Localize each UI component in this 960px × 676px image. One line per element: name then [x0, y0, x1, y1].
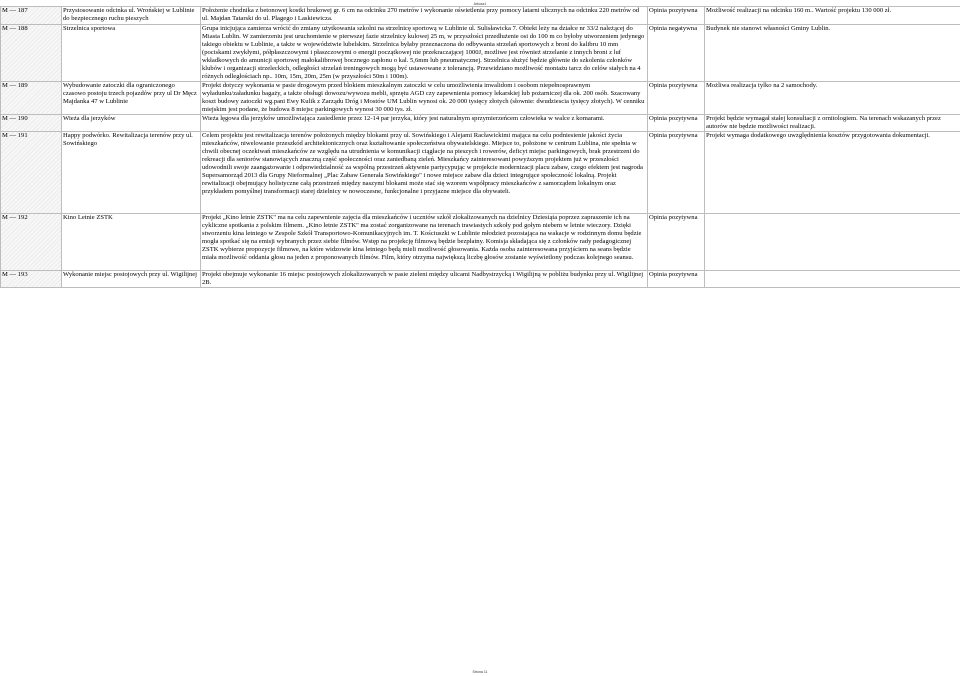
project-name: Przystosowanie odcinka ul. Wrońskiej w Lublinie do bezpiecznego ruchu pieszych: [62, 7, 201, 25]
opinion-remark: Projekt wymaga dodatkowego uwzględnienia kosztów przygotowania dokumentacji.: [705, 132, 960, 214]
project-description: Położenie chodnika z betonowej kostki brukowej gr. 6 cm na odcinku 270 metrów i wykonanie oświetlenia przy pomocy latarni ulicznych na odcinku 220 metrów od ul. Majdan Tatarski do ul. Plagego i Laskiewicza.: [201, 7, 648, 25]
opinion-status: Opinia negatywna: [648, 25, 705, 82]
project-name: Happy podwórko. Rewitalizacja terenów przy ul. Sowińskiego: [62, 132, 201, 214]
table-row: [1, 214, 960, 271]
opinion-remark: Możliwa realizacja tylko na 2 samochody.: [705, 82, 960, 115]
project-description: Grupa inicjująca zamierza wrócić do zmiany użytkowania szkolni na strzelnicę sportową w Lublinie ul. Sulisławicka 7. Obiekt leży na działce nr 33/2 należącej do Miasta Lublin. W zamierzeniu jest uruchomienie w pierwszej fazie strzelnicy kulowej 25 m, w przyszłości przedłużenie osi do 100 m co byłoby utworzeniem jedynego takiego obiektu w Lublinie, a także w województwie lubelskim. Strzelnica byłaby przeznaczona do odbywania strzelań sportowych z broni do kalibru 10 mm (pociskami zwykłymi, półpłaszczowymi i płaszczowymi o energii początkowej nie przekraczającej 1000J, możliwe jest również strzelanie z innych broni z luf wkładkowych do amunicji sportowej małokalibrowej bocznego zapłonu o kal. 5,6mm lub pneumatycznej. Strzelnica służyć będzie głównie do szkolenia członków klubów i organizacji strzeleckich, odległości strzelań treningowych mogą być ustawowane z tolerancją. Przewidziano możliwość montażu tarcz do celów stałych na 4 różnych odległościach np.. 10m, 15m, 20m, 25m (w przyszłości 50m i 100m).: [201, 25, 648, 82]
opinion-remark: Budynek nie stanowi własności Gminy Lublin.: [705, 25, 960, 82]
opinion-status: Opinia pozytywna: [648, 132, 705, 214]
row-id: M — 188: [1, 25, 62, 82]
table-row: [1, 82, 960, 115]
table-row: [1, 115, 960, 132]
opinion-status: Opinia pozytywna: [648, 214, 705, 271]
row-id: M — 189: [1, 82, 62, 115]
row-id: M — 187: [1, 7, 62, 25]
page-footer: Strona 11: [472, 670, 488, 674]
project-name: Wieża dla jerzyków: [62, 115, 201, 132]
opinion-status: Opinia pozytywna: [648, 7, 705, 25]
row-id: M — 192: [1, 214, 62, 271]
opinion-status: Opinia pozytywna: [648, 82, 705, 115]
table-row: [1, 271, 960, 288]
opinion-status: Opinia pozytywna: [648, 271, 705, 288]
project-description: Projekt „Kino letnie ZSTK" ma na celu zapewnienie zajęcia dla mieszkańców i uczniów szkół zlokalizowanych na dzielnicy Dziesiąta poprzez zapraszenie ich na cykliczne spotkania z polskim filmem. „Kino letnie ZSTK" ma zostać zorganizowane na terenach trawiastych szkoły pod gołym niebem w letnie wieczory. Dzięki stworzeniu kina letniego w Zespole Szkół Transportowo-Komunikacyjnych im. T. Kościuszki w Lublinie młodzież pozostająca na wakacje w rodzinnym domu będzie mogła spotkać się na emisji wybranych przez siebie filmów. Wstęp na projekcję filmową będzie bezpłatny. Komisja składająca się z członków rady pedagogicznej ZSTK wybierze propozycje filmowe, na które widzowie kina letniego będą mieli możliwość głosowania. Każda osoba zainteresowana przyjściem na seans będzie miała możliwość oddania głosu na jeden z proponowanych filmów. Film, który otrzyma największą liczbę głosów zostanie wyświetlony podczas kolejnego seansu.: [201, 214, 648, 271]
project-name: Wybudowanie zatoczki dla ograniczonego czasowo postoju trzech pojazdów przy ul Dr Męcz Majdanka 47 w Lublinie: [62, 82, 201, 115]
page-header: Arkusz1: [473, 2, 487, 6]
project-name: Strzelnica sportowa: [62, 25, 201, 82]
opinion-remark: Możliwość realizacji na odcinku 160 m.. Wartość projektu 130 000 zł.: [705, 7, 960, 25]
row-id: M — 191: [1, 132, 62, 214]
opinion-remark: Projekt będzie wymagał stałej konsultacji z ornitologiem. Na terenach wskazanych przez autorów nie będzie możliwości realizacji.: [705, 115, 960, 132]
opinion-remark: [705, 271, 960, 288]
project-description: Celem projektu jest rewitalizacja terenów położonych między blokami przy ul. Sowińskiego i Alejami Racławickimi mająca na celu podniesienie jakości życia mieszkańców, niwelowanie przeszkód architektonicznych oraz kształtowanie społeczeństwa obywatelskiego. Miejsce to, położone w centrum Lublina, nie spełnia w chwili obecnej oczekiwań mieszkańców ze względu na utrudnienia w komunikacji ciągłacje na pieszych i rowerów, deficyt miejsc parkingowych, brak przestrzeni do rekreacji dla seniorów stanowiących znaczną część społeczności oraz zaniedbaną zieleń. Mieszkańcy zainteresowani powyższym projektem już w przeszłości udowodnili swoje zaangażowanie i odpowiedzialność za wspólną przestrzeń aktywnie partycypując w projekcie modernizacji placu zabaw, czego efektem jest nagroda Supersamorząd 2013 dla Grupy Nieformalnej „Plac Zabaw Generała Sowińskiego" i nowe miejsce zabaw dla dzieci integrujące społeczność lokalną. Projekt rewitalizacji obejmujący holistyczne całą przestrzeń między naszymi blokami może stać się wzorem współpracy mieszkańców z samorządem lokalnym oraz przykładem pomyślnej transformacji starej dzielnicy w nowoczesne, funkcjonalne i przyjazne miejsce dla obywateli.: [201, 132, 648, 214]
project-description: Projekt obejmuje wykonanie 16 miejsc postojowych zlokalizowanych w pasie zieleni między ulicami Nadbystrzycką i Wigilijną w pobliżu budynku przy ul. Wigilijnej 2B.: [201, 271, 648, 288]
projects-table: [0, 6, 960, 288]
project-description: Wieża lęgowa dla jerzyków umożliwiająca zasiedlenie przez 12-14 par jerzyka, który jest naturalnym sprzymierzeńcem człowieka w walce z komarami.: [201, 115, 648, 132]
table-row: [1, 132, 960, 214]
row-id: M — 190: [1, 115, 62, 132]
project-name: Kino Letnie ZSTK: [62, 214, 201, 271]
table-row: [1, 7, 960, 25]
opinion-status: Opinia pozytywna: [648, 115, 705, 132]
row-id: M — 193: [1, 271, 62, 288]
opinion-remark: [705, 214, 960, 271]
table-row: [1, 25, 960, 82]
project-description: Projekt dotyczy wykonania w pasie drogowym przed blokiem mieszkalnym zatoczki w celu umożliwienia inwalidom i osobom niepełnosprawnym wyładunku/załadunku bagaży, a także obsługi dowozu/wywozu mebli, sprzętu AGD czy zapewnienia pomocy lekarskiej lub pożarniczej dla ok. 200 osób. Szacowany koszt budowy zatoczki wg.pani Ewy Kulik z Zarządu Dróg i Mostów UM Lublin wynosi ok. 20 000 tysięcy złotych (słownie: dwudziescia tysięcy złotych). W cenniku miejskim jest podane, że budowa 8 miejsc parkingowych wynosi 30 000 tys. zł.: [201, 82, 648, 115]
project-name: Wykonanie miejsc postojowych przy ul. Wigilijnej: [62, 271, 201, 288]
